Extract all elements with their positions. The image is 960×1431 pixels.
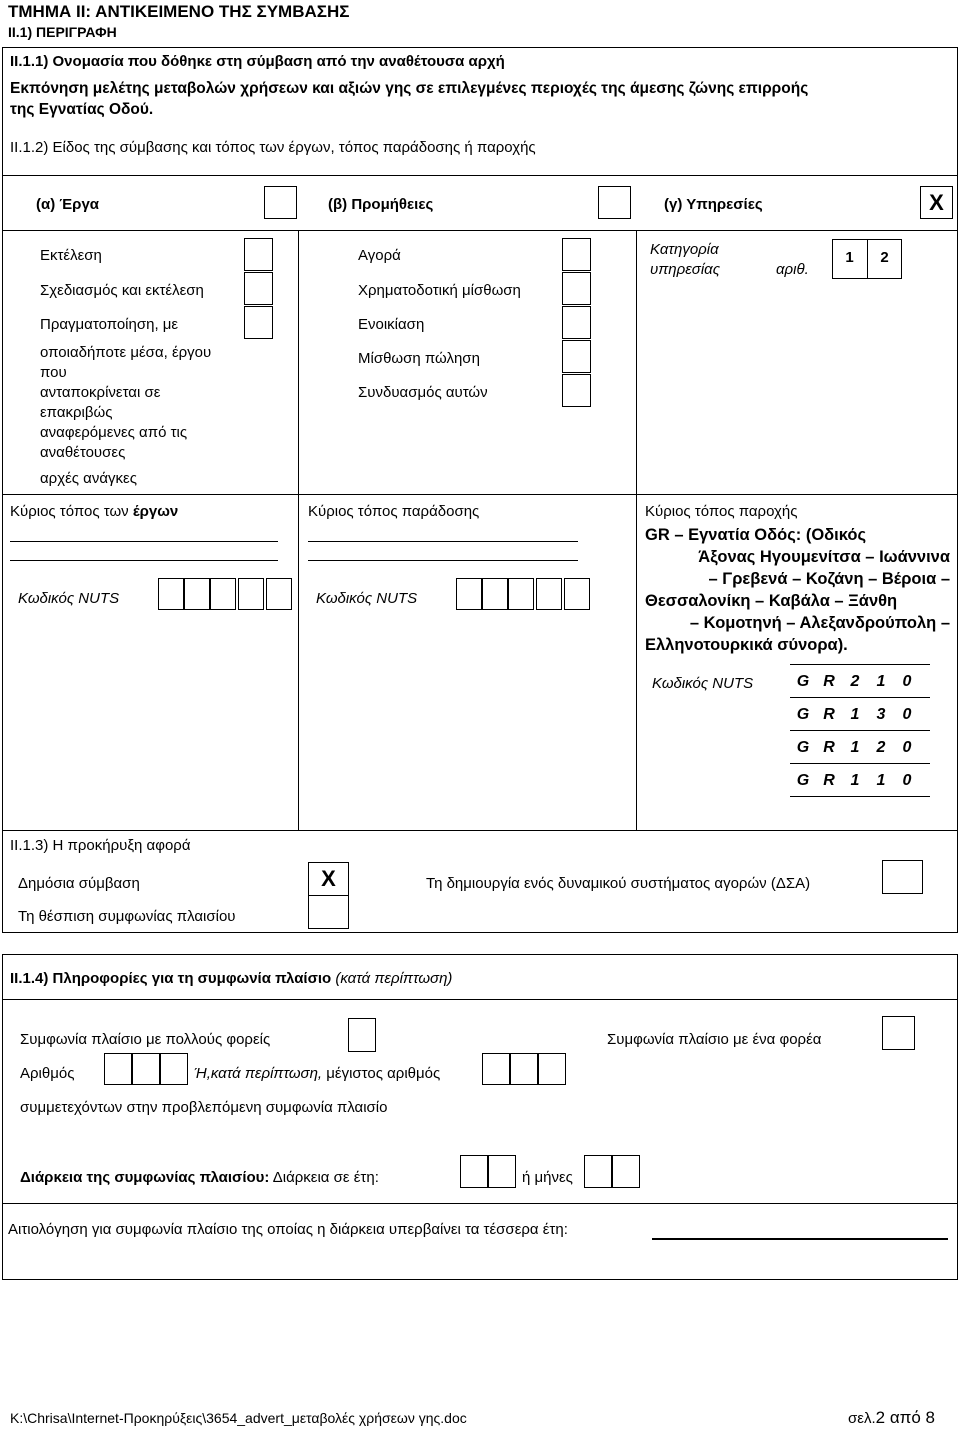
footer-file-path: K:\Chrisa\Internet-Προκηρύξεις\3654_advert_μεταβολές χρήσεων γης.doc [10, 1410, 467, 1426]
justification-line[interactable] [652, 1238, 948, 1240]
participants-label: συμμετεχόντων στην προβλεπόμενη συμφωνία πλαισίο [20, 1099, 388, 1116]
delivery-nuts-cell[interactable] [482, 578, 508, 610]
divider [2, 175, 958, 176]
divider [2, 494, 958, 495]
delivery-place-line[interactable] [308, 541, 578, 542]
services-type-label: (γ) Υπηρεσίες [664, 196, 763, 213]
max-number-label: Ή,κατά περίπτωση, μέγιστος αριθμός [194, 1065, 441, 1082]
number-cell[interactable] [132, 1053, 160, 1085]
services-nuts-label: Κωδικός NUTS [652, 675, 754, 692]
nuts-code-row: G R 1 3 0 [796, 706, 912, 723]
supplies-option-hire-purchase: Μίσθωση πώληση [358, 350, 480, 367]
delivery-nuts-cell[interactable] [536, 578, 562, 610]
works-nuts-cell[interactable] [210, 578, 236, 610]
works-nuts-label: Κωδικός NUTS [18, 590, 120, 607]
supplies-option-purchase: Αγορά [358, 247, 401, 264]
nuts-grid-line [790, 730, 930, 731]
supplies-rental-checkbox[interactable] [562, 306, 591, 339]
divider [2, 1203, 958, 1204]
framework-single-checkbox[interactable] [882, 1016, 915, 1050]
works-realisation-description-end: αρχές ανάγκες [40, 470, 137, 487]
dps-checkbox[interactable] [882, 860, 923, 894]
supplies-type-label: (β) Προμήθειες [328, 196, 434, 213]
supplies-checkbox[interactable] [598, 186, 631, 219]
supplies-lease-checkbox[interactable] [562, 272, 591, 305]
nuts-grid-line [790, 763, 930, 764]
works-place-line[interactable] [10, 541, 278, 542]
duration-months-label: ή μήνες [522, 1169, 573, 1186]
nuts-code-row: G R 2 1 0 [796, 673, 912, 690]
works-place-label: Κύριος τόπος των έργων [10, 503, 179, 520]
supplies-option-combination: Συνδυασμός αυτών [358, 384, 488, 401]
framework-label: Τη θέσπιση συμφωνίας πλαισίου [18, 908, 236, 925]
services-checkbox[interactable]: X [920, 186, 953, 219]
supplies-option-lease: Χρηματοδοτική μίσθωση [358, 282, 521, 299]
category-digit: 1 [845, 249, 854, 266]
max-number-cell[interactable] [538, 1053, 566, 1085]
works-realisation-description: οποιαδήποτε μέσα, έργου που ανταποκρίνεται σε επακριβώς αναφερόμενες από τις αναθέτουσες [40, 344, 212, 461]
framework-checkbox[interactable] [308, 895, 349, 929]
max-number-cell[interactable] [482, 1053, 510, 1085]
category-digit: 2 [880, 249, 889, 266]
delivery-nuts-cell[interactable] [508, 578, 534, 610]
duration-years-cell[interactable] [460, 1155, 488, 1188]
number-label: Αριθμός [20, 1065, 75, 1082]
framework-multi-label: Συμφωνία πλαίσιο με πολλούς φορείς [20, 1031, 271, 1048]
contract-title-line1: Εκπόνηση μελέτης μεταβολών χρήσεων και αξιών γης σε επιλεγμένες περιοχές της άμεσης ζώνης επιρροής [10, 80, 809, 97]
works-realisation-checkbox[interactable] [244, 306, 273, 339]
works-option-realisation: Πραγματοποίηση, με [40, 316, 179, 333]
contract-title-line2: της Εγνατίας Οδού. [10, 101, 154, 118]
column-divider [636, 230, 637, 831]
divider [2, 230, 958, 231]
s114-label: ΙΙ.1.4) Πληροφορίες για τη συμφωνία πλαίσιο (κατά περίπτωση) [10, 970, 453, 987]
framework-multi-checkbox[interactable] [348, 1018, 376, 1052]
section-title: ΤΜΗΜΑ ΙΙ: ΑΝΤΙΚΕΙΜΕΝΟ ΤΗΣ ΣΥΜΒΑΣΗΣ [8, 2, 350, 21]
column-divider [298, 230, 299, 831]
category-number-label: αριθ. [776, 261, 809, 278]
delivery-place-line[interactable] [308, 560, 578, 561]
works-option-design-execution: Σχεδιασμός και εκτέλεση [40, 282, 204, 299]
works-type-label: (α) Έργα [36, 196, 100, 213]
public-contract-label: Δημόσια σύμβαση [18, 875, 140, 892]
number-cell[interactable] [104, 1053, 132, 1085]
delivery-place-label: Κύριος τόπος παράδοσης [308, 503, 480, 520]
works-nuts-cell[interactable] [266, 578, 292, 610]
supplies-hire-purchase-checkbox[interactable] [562, 340, 591, 373]
s112-label: ΙΙ.1.2) Είδος της σύμβασης και τόπος των έργων, τόπος παράδοσης ή παροχής [10, 139, 536, 156]
works-option-execution: Εκτέλεση [40, 247, 102, 264]
service-category-label-2: υπηρεσίας [650, 261, 721, 278]
max-number-cell[interactable] [510, 1053, 538, 1085]
works-place-line[interactable] [10, 560, 278, 561]
service-place-label: Κύριος τόπος παροχής [645, 503, 798, 520]
supplies-option-rental: Ενοικίαση [358, 316, 425, 333]
duration-label: Διάρκεια της συμφωνίας πλαισίου: Διάρκεια σε έτη: [20, 1169, 379, 1186]
supplies-purchase-checkbox[interactable] [562, 238, 591, 271]
nuts-code-row: G R 1 1 0 [796, 772, 912, 789]
justification-label: Αιτιολόγηση για συμφωνία πλαίσιο της οποίας η διάρκεια υπερβαίνει τα τέσσερα έτη: [8, 1221, 568, 1238]
number-cell[interactable] [160, 1053, 188, 1085]
duration-months-cell[interactable] [584, 1155, 612, 1188]
works-nuts-cell[interactable] [158, 578, 184, 610]
works-nuts-cell[interactable] [238, 578, 264, 610]
delivery-nuts-cell[interactable] [564, 578, 590, 610]
works-execution-checkbox[interactable] [244, 238, 273, 271]
s111-label: ΙΙ.1.1) Ονομασία που δόθηκε στη σύμβαση από την αναθέτουσα αρχή [10, 53, 505, 70]
dps-label: Τη δημιουργία ενός δυναμικού συστήματος αγορών (ΔΣΑ) [426, 875, 811, 892]
s113-label: ΙΙ.1.3) Η προκήρυξη αφορά [10, 837, 191, 854]
delivery-nuts-label: Κωδικός NUTS [316, 590, 418, 607]
framework-single-label: Συμφωνία πλαίσιο με ένα φορέα [607, 1031, 822, 1048]
service-place-value: GR – Εγνατία Οδός: (Οδικός Άξονας Ηγουμενίτσα – Ιωάννινα – Γρεβενά – Κοζάνη – Βέροια – Θεσσαλονίκη – Καβάλα – Ξάνθη – Κομοτηνή – Αλεξανδρούπολη – Ελληνοτουρκικά σύνορα). [645, 526, 950, 654]
public-contract-checkbox[interactable]: X [308, 862, 349, 896]
duration-months-cell[interactable] [612, 1155, 640, 1188]
supplies-combination-checkbox[interactable] [562, 374, 591, 407]
works-design-checkbox[interactable] [244, 272, 273, 305]
footer-page-number: σελ.2 από 8 [848, 1408, 936, 1427]
divider [2, 999, 958, 1000]
subsection-title: ΙΙ.1) ΠΕΡΙΓΡΑΦΗ [8, 24, 117, 40]
works-checkbox[interactable] [264, 186, 297, 219]
service-category-label: Κατηγορία [650, 241, 719, 258]
works-nuts-cell[interactable] [184, 578, 210, 610]
duration-years-cell[interactable] [488, 1155, 516, 1188]
delivery-nuts-cell[interactable] [456, 578, 482, 610]
nuts-code-row: G R 1 2 0 [796, 739, 912, 756]
nuts-grid-line [790, 697, 930, 698]
